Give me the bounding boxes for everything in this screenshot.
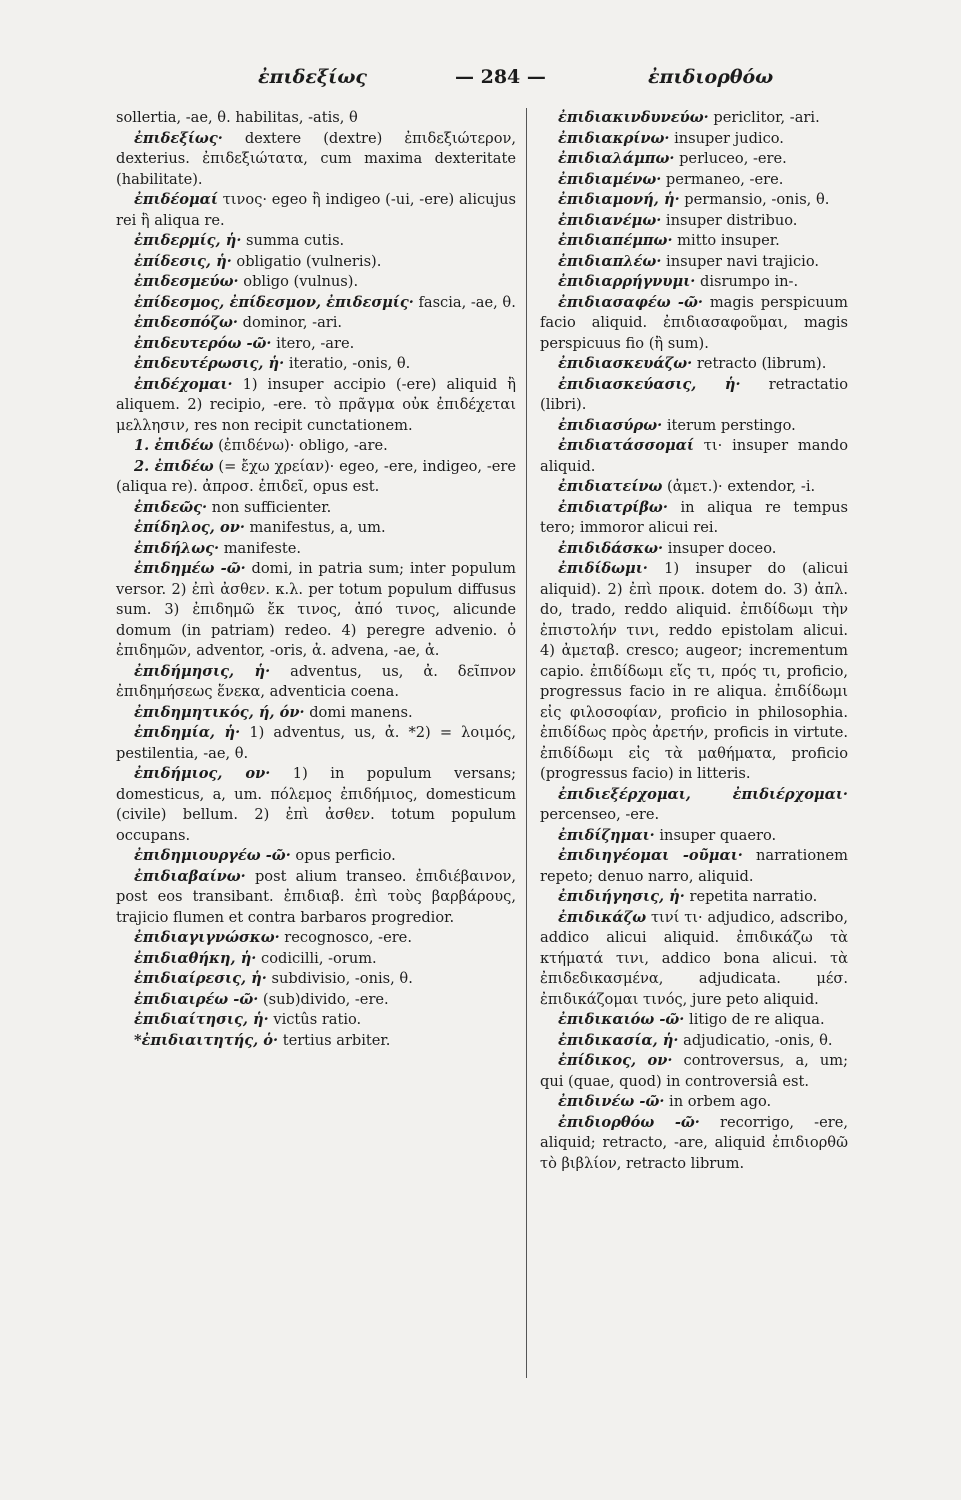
dictionary-entry [116,313,516,334]
entry-definition: perluceo, -ere. [674,150,787,167]
entry-definition: retractatio (libri). [540,375,848,413]
dictionary-entry [540,559,848,785]
entry-definition: manifeste. [219,539,301,557]
entry-headword: ἐπιδήμιος, ον· [134,765,271,782]
dictionary-entry [540,149,848,170]
entry-definition: (= ἔχω χρείαν)· egeo, -ere, indigeo, -ere (aliqua re). ἀπροσ. ἐπιδεῖ, opus est. [116,457,516,495]
entry-definition: fascia, -ae, θ. [413,293,516,311]
dictionary-entry [540,354,848,375]
dictionary-entry [540,1113,848,1175]
entry-definition: manifestus, a, um. [244,519,386,536]
entry-headword: ἐπιδημία, ἡ· [134,724,241,741]
dictionary-entry [540,272,848,293]
entry-headword: ἐπιδευτέρωσις, ἡ· [134,355,285,372]
entry-headword: ἐπιδεξίως· [134,129,223,147]
entry-definition: magis perspicuum facio aliquid. ἐπιδιασαφοῦμαι, magis perspicuus fio (ἢ sum). [540,293,848,352]
dictionary-entry [116,949,516,970]
entry-definition: insuper distribuo. [661,211,798,229]
entry-definition: 1) adventus, us, ἀ. *2) = λοιμός, pestilentia, -ae, θ. [116,724,516,762]
entry-definition: litigo de re aliqua. [684,1011,825,1028]
dictionary-entry [540,436,848,477]
header-right-guideword: ἐπιδιορθόω [648,66,774,88]
dictionary-entry [116,703,516,724]
entry-definition: mitto insuper. [672,232,780,249]
entry-headword: 2. ἐπιδέω [134,457,214,475]
entry-headword: ἐπιδιαπέμπω· [558,232,673,249]
entry-definition: τινί τι· adjudico, adscribo, addico alicui aliquid. ἐπιδικάζω τὰ κτήματά τινι, addico bona alicui. τὰ ἐπιδεδικασμένα, adjudicata. μέσ. ἐπιδικάζομαι τινός, jure peto aliquid. [540,908,848,1008]
entry-headword: ἐπίδεσμος, ἐπίδεσμον, ἐπιδεσμίς· [134,293,414,311]
dictionary-entry [540,539,848,560]
dictionary-entry [540,1051,848,1092]
entry-definition: insuper judico. [669,129,784,147]
entry-definition: obligatio (vulneris). [231,252,382,270]
entry-headword: ἐπιδιακρίνω· [558,129,670,147]
entry-headword: ἐπιδιακινδυνεύω· [558,109,709,126]
dictionary-entry [116,436,516,457]
dictionary-entry [540,477,848,498]
entry-headword: ἐπιδευτερόω -ῶ· [134,334,272,352]
entry-definition: domi, in patria sum; inter populum versor. 2) ἐπὶ ἀσθεν. κ.λ. per totum populum diffusus sum. 3) ἐπιδημῶ ἔκ τινος, ἀπό τινος, alicunde domum (in patriam) redeo. 4) peregre advenio. ὁ ἐπιδημῶν, adventor, -oris, ἀ. advena, -ae, ἀ. [116,560,516,659]
dictionary-entry [540,190,848,211]
dictionary-entry [540,908,848,1011]
dictionary-entry [116,723,516,764]
dictionary-entry [116,662,516,703]
entry-headword: ἐπιδεσπόζω· [134,314,239,331]
entry-definition: insuper navi trajicio. [661,252,819,270]
entry-definition: non sufficienter. [207,498,332,516]
dictionary-entry [116,354,516,375]
dictionary-entry [540,846,848,887]
entry-headword: ἐπιδιαρρήγνυμι· [558,273,696,290]
entry-headword: ἐπιδιασκευάζω· [558,355,693,372]
entry-definition: dominor, -ari. [238,314,343,331]
entry-definition: domi manens. [304,703,413,721]
entry-definition: dextere (dextre) ἐπιδεξιώτερον, dexterius. ἐπιδεξιώτατα, cum maxima dexteritate (habilitate). [116,129,516,188]
entry-definition: τι· insuper mando aliquid. [540,437,848,475]
entry-definition: obligo (vulnus). [238,273,359,290]
entry-headword: ἐπιδιαλάμπω· [558,150,675,167]
entry-headword: ἐπιδιαμένω· [558,170,662,188]
entry-headword: ἐπιδεσμεύω· [134,273,239,290]
entry-headword: ἐπιδιαίρεσις, ἡ· [134,970,267,987]
entry-headword: ἐπίδικος, ον· [558,1052,673,1069]
entry-headword: ἐπιδιασαφέω -ῶ· [558,293,703,311]
entry-definition: post alium transeo. ἐπιδιέβαινον, post eos transibant. ἐπιδιαβ. ἐπὶ τοὺς βαρβάρους, trajicio flumen et contra barbaros progredior. [116,867,516,926]
dictionary-entry [116,867,516,929]
entry-definition: codicilli, -orum. [256,949,377,967]
entry-definition: itero, -are. [271,334,355,352]
entry-headword: ἐπιδιδάσκω· [558,539,664,557]
dictionary-entry [540,1031,848,1052]
entry-definition: recorrigo, -ere, aliquid; retracto, -are, aliquid ἐπιδιορθῶ τὸ βιβλίον, retracto librum. [540,1113,849,1172]
entry-headword: ἐπιδιαπλέω· [558,252,662,270]
dictionary-entry [116,990,516,1011]
dictionary-entry [116,190,516,231]
entry-headword: ἐπιδικασία, ἡ· [558,1031,679,1049]
dictionary-entry [116,518,516,539]
entry-definition: in aliqua re tempus tero; immoror alicui rei. [540,498,848,536]
entry-definition: 1) insuper accipio (-ere) aliquid ἢ aliquem. 2) recipio, -ere. τὸ πρᾶγμα οὐκ ἐπιδέχεται μελλησιν, res non recipit cunctationem. [116,375,516,434]
entry-definition: repetita narratio. [684,888,818,905]
entry-definition: disrumpo in-. [695,273,799,290]
entry-definition: (ἐπιδένω)· obligo, -are. [213,437,388,454]
entry-headword: ἐπιδιηγέομαι -οῦμαι· [558,847,743,864]
entry-definition: adjudicatio, -onis, θ. [678,1031,833,1049]
dictionary-entry [116,764,516,846]
entry-headword: 1. ἐπιδέω [134,437,214,454]
entry-headword: ἐπιδιαθήκη, ἡ· [134,949,257,967]
entry-definition: retracto (librum). [692,355,827,372]
entry-definition: summa cutis. [241,232,345,249]
dictionary-entry [116,375,516,437]
dictionary-entry [116,293,516,314]
entry-headword: *ἐπιδιαιτητής, ὁ· [134,1031,279,1049]
entry-headword: ἐπιδερμίς, ἡ· [134,232,242,249]
entry-definition: insuper doceo. [663,539,777,557]
entry-definition: victûs ratio. [268,1011,362,1028]
entry-headword: ἐπιδιεξέρχομαι, ἐπιδιέρχομαι· [558,785,848,803]
entry-headword: ἐπίδηλος, ον· [134,519,245,536]
dictionary-entry [540,170,848,191]
dictionary-entry [540,108,848,129]
dictionary-entry [540,293,848,355]
dictionary-entry [116,252,516,273]
entry-definition: periclitor, -ari. [708,109,820,126]
entry-headword: ἐπιδίδωμι· [558,560,648,577]
entry-headword: ἐπιδιήγησις, ἡ· [558,888,685,905]
dictionary-entry [540,1010,848,1031]
entry-headword: ἐπιδιανέμω· [558,211,662,229]
entry-headword: ἐπιδιασύρω· [558,416,663,434]
dictionary-entry [540,1092,848,1113]
entry-definition: τινος· egeo ἢ indigeo (-ui, -ere) alicujus rei ἢ aliqua re. [116,191,516,229]
entry-definition: insuper quaero. [654,826,777,844]
entry-definition: 1) in populum versans; domesticus, a, um. πόλεμος ἐπιδήμιος, domesticum (civile) bellum. 2) ἐπὶ ἀσθεν. totum populum occupans. [116,765,516,844]
entry-headword: ἐπιδικάζω [558,908,647,926]
entry-headword: ἐπιδιαίτησις, ἡ· [134,1011,269,1028]
right-column [540,108,848,1174]
entry-headword: ἐπιδήλως· [134,539,220,557]
entry-headword: ἐπιδιαβαίνω· [134,867,246,885]
entry-definition: adventus, us, ἀ. δεῖπνον ἐπιδημήσεως ἕνεκα, adventicia coena. [116,662,516,700]
entry-definition: subdivisio, -onis, θ. [266,970,413,987]
entry-headword: ἐπιδιαμονή, ἡ· [558,191,680,208]
dictionary-entry [116,846,516,867]
entry-headword: ἐπιδιαιρέω -ῶ· [134,990,259,1008]
dictionary-entry [540,252,848,273]
header-left-guideword: ἐπιδεξίως [258,66,367,88]
running-head [110,66,850,96]
entry-headword: ἐπιδέομαί [134,191,218,208]
entry-definition: tertius arbiter. [278,1031,391,1049]
entry-definition: controversus, a, um; qui (quae, quod) in controversiâ est. [540,1052,848,1090]
dictionary-entry [116,108,516,129]
entry-definition: iterum perstingo. [662,416,796,434]
entry-headword: ἐπιδημητικός, ή, όν· [134,703,305,721]
entry-headword: ἐπιδινέω -ῶ· [558,1093,665,1110]
page-number: — 284 — [455,66,546,88]
entry-headword: ἐπίδεσις, ἡ· [134,252,232,270]
entry-headword: ἐπιδικαιόω -ῶ· [558,1011,685,1028]
entry-definition: (sub)divido, -ere. [258,990,389,1008]
dictionary-entry [540,375,848,416]
entry-headword: ἐπιδιατάσσομαί [558,437,694,454]
entry-definition: opus perficio. [290,847,396,864]
dictionary-entry [540,416,848,437]
entry-headword: ἐπιδεῶς· [134,498,208,516]
left-column [116,108,516,1051]
column-divider [526,108,527,1378]
dictionary-entry [116,969,516,990]
entry-headword: ἐπιδιορθόω -ῶ· [558,1113,700,1131]
dictionary-entry [116,1031,516,1052]
entry-definition: permansio, -onis, θ. [679,191,830,208]
dictionary-entry [540,129,848,150]
dictionary-entry [116,559,516,662]
dictionary-entry [116,231,516,252]
dictionary-entry [116,928,516,949]
entry-definition: (ἀμετ.)· extendor, -i. [662,478,816,495]
entry-headword: ἐπιδήμησις, ἡ· [134,662,271,680]
entry-definition: permaneo, -ere. [661,170,784,188]
dictionary-entry [116,334,516,355]
dictionary-entry [116,272,516,293]
entry-headword: ἐπιδιαγιγνώσκω· [134,929,280,946]
entry-definition: percenseo, -ere. [540,806,660,823]
entry-definition: narrationem repeto; denuo narro, aliquid. [540,847,848,885]
entry-headword: ἐπιδίζημαι· [558,826,655,844]
dictionary-entry [116,1010,516,1031]
entry-definition: iteratio, -onis, θ. [284,355,411,372]
entry-headword: ἐπιδιατείνω [558,478,663,495]
dictionary-entry [540,211,848,232]
entry-definition: in orbem ago. [664,1093,772,1110]
dictionary-entry [116,129,516,191]
dictionary-entry [540,785,848,826]
entry-headword: ἐπιδημέω -ῶ· [134,560,246,577]
entry-definition: 1) insuper do (alicui aliquid). 2) ἐπὶ προικ. dotem do. 3) ἀπλ. do, trado, reddo aliquid. ἐπιδίδωμι τὴν ἐπιστολήν τινι, reddo epistolam alicui. 4) ἀμεταβ. cresco; augeor; incrementum capio. ἐπιδίδωμι εἴς τι, πρός τι, proficio, progressus facio in re aliqua. ἐπιδίδωμι εἰς φιλοσοφίαν, proficio in philosophia. ἐπιδίδως πρὸς ἀρετήν, proficis in virtute. ἐπιδίδωμι εἰς τὰ μαθήματα, proficio (progressus facio) in litteris. [540,560,848,782]
dictionary-entry [116,457,516,498]
entry-definition: recognosco, -ere. [279,929,412,946]
entry-headword: ἐπιδημιουργέω -ῶ· [134,847,291,864]
dictionary-entry [540,231,848,252]
entry-headword: ἐπιδέχομαι· [134,375,233,393]
dictionary-entry [540,498,848,539]
entry-definition: sollertia, -ae, θ. habilitas, -atis, θ [116,109,358,126]
dictionary-entry [540,887,848,908]
dictionary-entry [540,826,848,847]
dictionary-entry [116,539,516,560]
entry-headword: ἐπιδιατρίβω· [558,498,668,516]
entry-headword: ἐπιδιασκεύασις, ἡ· [558,375,741,393]
dictionary-entry [116,498,516,519]
